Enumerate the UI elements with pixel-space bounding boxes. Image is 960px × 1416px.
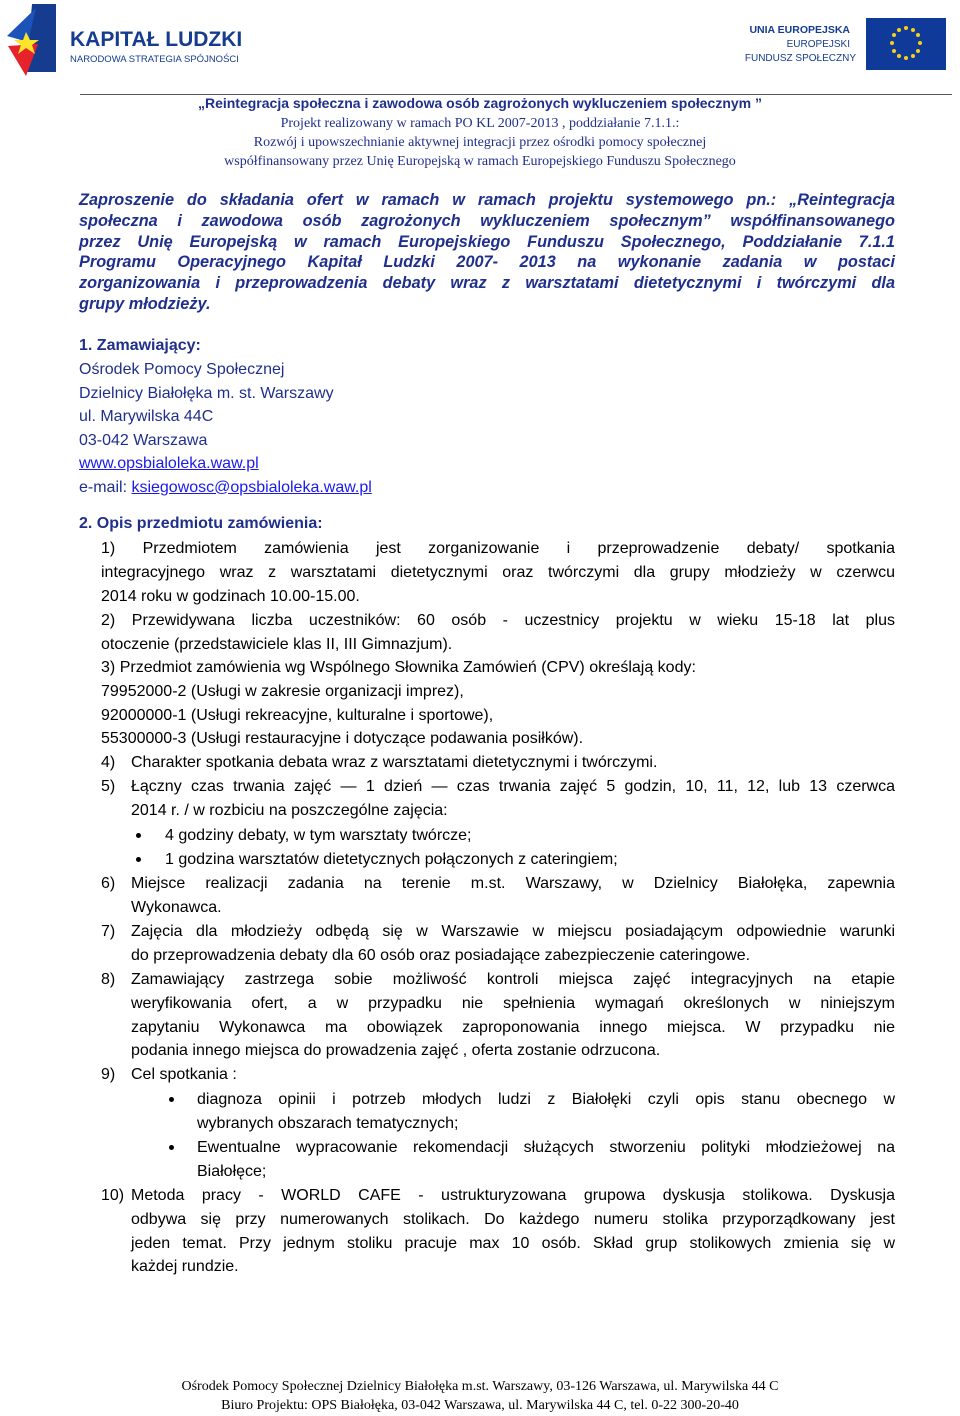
item-8-text: podania innego miejsca do prowadzenia zajęć , oferta zostanie odrzucona. bbox=[131, 1042, 661, 1060]
cpv-code: 55300000-3 (Usługi restauracyjne i dotyczące podawania posiłków). bbox=[101, 730, 584, 748]
item-3 bbox=[101, 656, 895, 751]
cpv-code: 92000000-1 (Usługi rekreacyjne, kulturalne i sportowe), bbox=[101, 706, 494, 724]
item-7-text: Zajęcia dla młodzieży odbędą się w Warszawie w miejscu posiadającym odpowiednie warunki bbox=[131, 923, 895, 940]
project-name: „Reintegracja społeczna i zawodowa osób zagrożonych wykluczeniem społecznym ” bbox=[197, 95, 763, 111]
item-9-text: Cel spotkania : bbox=[131, 1066, 237, 1083]
orderer-street: ul. Marywilska 44C bbox=[79, 408, 214, 425]
item-10-number: 10) bbox=[101, 1187, 125, 1204]
item-4-number: 4) bbox=[101, 754, 116, 771]
orderer-block bbox=[79, 358, 579, 499]
item-8-text: Zamawiający zastrzega sobie możliwość kontroli miejsca zajęć integracyjnych na etapie bbox=[131, 971, 895, 988]
item-2 bbox=[101, 609, 895, 657]
eu-line2: EUROPEJSKI bbox=[786, 39, 850, 50]
item-1-text: Przedmiotem zamówienia jest zorganizowanie i przeprowadzenie debaty/ spotkania bbox=[142, 540, 895, 557]
bullet-icon bbox=[169, 1097, 174, 1102]
item-7-number: 7) bbox=[101, 923, 116, 940]
item-1-number: 1) bbox=[101, 540, 116, 557]
item-10-text: Metoda pracy - WORLD CAFE - ustrukturyzowana grupowa dyskusja stolikowa. Dyskusja bbox=[131, 1187, 895, 1204]
item-3-text: Przedmiot zamówienia wg Wspólnego Słownika Zamówień (CPV) określają kody: bbox=[119, 659, 696, 676]
item-9-number: 9) bbox=[101, 1066, 116, 1083]
item-9-bullet: diagnoza opinii i potrzeb młodych ludzi z Białołęki czyli opis stanu obecnego w wybranych obszarach tematycznych; bbox=[197, 1091, 895, 1132]
item-4-text: Charakter spotkania debata wraz z warsztatami dietetycznymi i twórczymi. bbox=[131, 754, 658, 771]
item-6-text: Miejsce realizacji zadania na terenie m.st. Warszawy, w Dzielnicy Białołęka, zapewnia bbox=[131, 875, 895, 892]
email-link[interactable]: ksiegowosc@opsbialoleka.waw.pl bbox=[131, 478, 372, 496]
item-1-text: integracyjnego wraz z warsztatami dietetycznymi oraz twórczymi dla grupy młodzieży w czerwcu bbox=[101, 563, 895, 581]
item-4 bbox=[101, 751, 895, 775]
item-7-text: do przeprowadzenia debaty dla 60 osób oraz posiadające zabezpieczenie cateringowe. bbox=[131, 946, 751, 964]
item-9-bullet: Ewentualne wypracowanie rekomendacji służących stworzeniu polityki młodzieżowej na Białołęce; bbox=[197, 1139, 895, 1180]
item-1 bbox=[101, 537, 895, 608]
item-10-text: odbywa się przy numerowanych stolikach. Do każdego numeru stolika przyporządkowany jest bbox=[131, 1210, 895, 1228]
item-10-text: każdej rundzie. bbox=[131, 1258, 239, 1276]
measure-line: Rozwój i upowszechnianie aktywnej integracji przez ośrodki pomocy społecznej bbox=[253, 135, 707, 150]
email-label: e-mail: bbox=[79, 478, 132, 496]
email-line bbox=[79, 476, 579, 500]
title-line: Zaproszenie do składania ofert w ramach w ramach projektu systemowego pn.: „Reintegracja bbox=[79, 191, 895, 209]
title-line: Programu Operacyjnego Kapitał Ludzki 2007- 2013 na wykonanie zadania w postaci bbox=[79, 253, 895, 272]
website-link[interactable]: www.opsbialoleka.waw.pl bbox=[79, 455, 259, 472]
orderer-district: Dzielnicy Białołęka m. st. Warszawy bbox=[79, 384, 334, 402]
orderer-name: Ośrodek Pomocy Społecznej bbox=[79, 361, 285, 378]
item-2-text: Przewidywana liczba uczestników: 60 osób - uczestnicy projektu w wieku 15-18 lat plus bbox=[131, 612, 895, 629]
item-10 bbox=[101, 1184, 895, 1279]
item-8-text: weryfikowania ofert, a w przypadku nie spełnienia wymagań określonych w niniejszym bbox=[131, 994, 895, 1012]
title-line: grupy młodzieży. bbox=[79, 294, 211, 313]
item-6 bbox=[101, 872, 895, 920]
footer-address: Ośrodek Pomocy Społecznej Dzielnicy Białołęka m.st. Warszawy, 03-126 Warszawa, ul. Marywilska 44 C bbox=[181, 1379, 779, 1394]
section-2-heading: 2. Opis przedmiotu zamówienia: bbox=[79, 515, 323, 532]
bullet-icon bbox=[136, 833, 141, 838]
title-line: zorganizowania i przeprowadzenia debaty wraz z warsztatami dietetycznymi i twórczymi dla bbox=[79, 274, 895, 293]
item-9 bbox=[101, 1063, 895, 1087]
cofinancing-line: współfinansowany przez Unię Europejską w ramach Europejskiego Funduszu Społecznego bbox=[224, 154, 736, 169]
item-2-number: 2) bbox=[101, 612, 116, 629]
item-6-text: Wykonawca. bbox=[131, 898, 222, 916]
item-5-text: 2014 r. / w rozbiciu na poszczególne zajęcia: bbox=[131, 801, 448, 819]
item-5 bbox=[101, 775, 895, 823]
section-1-heading: 1. Zamawiający: bbox=[79, 337, 201, 354]
bullet-icon bbox=[169, 1145, 174, 1150]
title-line: przez Unię Europejską w ramach Europejskiego Funduszu Społecznego, Poddziałanie 7.1.1 bbox=[79, 232, 895, 251]
item-10-text: jeden temat. Przy jednym stoliku pracuje max 10 osób. Skład grup stolikowych zmienia się w bbox=[131, 1234, 895, 1252]
item-7 bbox=[101, 920, 895, 968]
item-5-number: 5) bbox=[101, 778, 116, 795]
bullet-icon bbox=[136, 857, 141, 862]
cpv-code: 79952000-2 (Usługi w zakresie organizacji imprez), bbox=[101, 682, 464, 700]
kapital-ludzki-logo bbox=[4, 2, 264, 80]
item-3-number: 3) bbox=[101, 659, 116, 676]
title-line: społeczna i zawodowa osób zagrożonych wykluczeniem społecznym” współfinansowanego bbox=[79, 211, 895, 230]
item-5-text: Łączny czas trwania zajęć — 1 dzień — czas trwania zajęć 5 godzin, 10, 11, 12, lub 13 czerwca bbox=[131, 778, 895, 795]
item-5-bullet: 4 godziny debaty, w tym warsztaty twórcze; bbox=[165, 827, 472, 844]
item-6-number: 6) bbox=[101, 875, 116, 892]
item-8-text: zapytaniu Wykonawca ma obowiązek zaproponowania innego miejsca. W przypadku nie bbox=[131, 1018, 895, 1036]
kapital-ludzki-name: KAPITAŁ LUDZKI bbox=[70, 28, 243, 51]
eu-line1: UNIA EUROPEJSKA bbox=[749, 24, 850, 36]
orderer-city: 03-042 Warszawa bbox=[79, 431, 208, 449]
eu-flag bbox=[866, 18, 946, 70]
item-8 bbox=[101, 968, 895, 1063]
item-8-number: 8) bbox=[101, 971, 116, 988]
eu-logo bbox=[740, 16, 950, 72]
item-1-text: 2014 roku w godzinach 10.00-15.00. bbox=[101, 587, 360, 605]
kapital-ludzki-subtitle: NARODOWA STRATEGIA SPÓJNOŚCI bbox=[70, 54, 239, 65]
item-5-bullet: 1 godzina warsztatów dietetycznych połączonych z cateringiem; bbox=[165, 851, 618, 868]
item-2-text: otoczenie (przedstawiciele klas II, III Gimnazjum). bbox=[101, 635, 453, 653]
eu-line3: FUNDUSZ SPOŁECZNY bbox=[744, 53, 856, 64]
invitation-title bbox=[79, 190, 895, 315]
footer-project-office: Biuro Projektu: OPS Białołęka, 03-042 Warszawa, ul. Marywilska 44 C, tel. 0-22 300-20-40 bbox=[221, 1398, 739, 1413]
program-line: Projekt realizowany w ramach PO KL 2007-2013 , poddziałanie 7.1.1.: bbox=[280, 116, 680, 131]
